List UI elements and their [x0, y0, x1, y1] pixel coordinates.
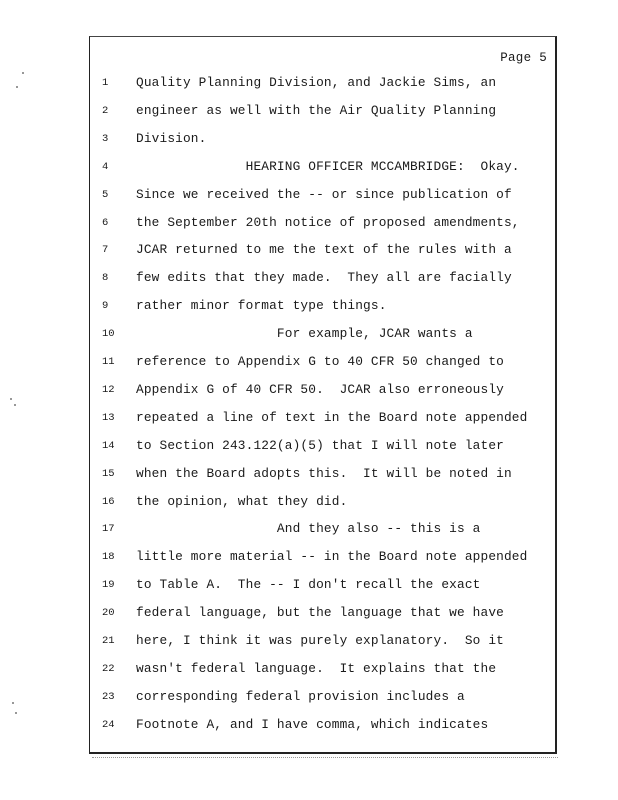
line-number: 21 — [102, 635, 115, 647]
line-number: 17 — [102, 523, 115, 536]
line-text: the September 20th notice of proposed amendments, — [136, 214, 520, 230]
page-footer-rule — [92, 757, 558, 762]
line-text: For example, JCAR wants a — [136, 326, 473, 342]
line-text: to Section 243.122(a)(5) that I will note later — [136, 437, 504, 453]
scan-speck — [10, 398, 12, 400]
line-text: to Table A. The -- I don't recall the exact — [136, 577, 481, 593]
line-number: 7 — [102, 244, 109, 257]
line-number: 13 — [102, 411, 115, 424]
line-number: 9 — [102, 300, 109, 313]
line-text: when the Board adopts this. It will be noted in — [136, 465, 512, 481]
transcript-line — [90, 547, 558, 567]
line-number: 16 — [102, 495, 115, 508]
line-text: HEARING OFFICER MCCAMBRIDGE: Okay. — [136, 158, 520, 174]
line-number: 18 — [102, 551, 115, 564]
line-text: Quality Planning Division, and Jackie Sims, an — [136, 75, 497, 90]
transcript-line — [90, 436, 558, 456]
transcript-line — [90, 324, 558, 344]
line-text: the opinion, what they did. — [136, 493, 348, 509]
line-number: 6 — [102, 216, 109, 229]
line-number: 24 — [102, 718, 115, 731]
transcript-line — [90, 603, 558, 623]
line-text: JCAR returned to me the text of the rules with a — [136, 242, 512, 258]
transcript-line — [90, 380, 558, 400]
line-number: 19 — [102, 579, 115, 592]
line-text: And they also -- this is a — [136, 521, 481, 537]
scan-speck — [15, 712, 17, 714]
transcript-line — [90, 631, 558, 651]
line-number: 20 — [102, 607, 115, 620]
line-number: 5 — [102, 188, 109, 201]
line-text: corresponding federal provision includes a — [136, 688, 465, 704]
line-number: 10 — [102, 328, 115, 341]
line-text: wasn't federal language. It explains that the — [136, 660, 497, 676]
line-number: 3 — [102, 132, 109, 145]
line-text: few edits that they made. They all are facially — [136, 270, 512, 286]
line-number: 4 — [102, 160, 109, 173]
transcript-line — [90, 464, 558, 484]
transcript-line — [90, 519, 558, 539]
page-number: Page 5 — [500, 51, 547, 65]
line-number: 15 — [102, 467, 115, 480]
line-number: 8 — [102, 272, 109, 285]
transcript-line — [90, 575, 558, 595]
transcript-line — [90, 129, 558, 149]
transcript-line — [90, 157, 558, 177]
transcript-line — [90, 715, 558, 735]
scan-speck — [22, 72, 24, 74]
line-text: little more material -- in the Board note appended — [136, 549, 528, 565]
line-text: federal language, but the language that we have — [136, 605, 504, 621]
transcript-line — [90, 659, 558, 679]
line-number: 1 — [102, 77, 109, 89]
transcript-line — [90, 73, 558, 93]
line-text: Footnote A, and I have comma, which indicates — [136, 716, 489, 732]
transcript-line — [90, 213, 558, 233]
line-text: Division. — [136, 130, 207, 146]
transcript-line — [90, 492, 558, 512]
transcript-line — [90, 185, 558, 205]
line-text: here, I think it was purely explanatory. So it — [136, 633, 504, 648]
line-number: 14 — [102, 439, 115, 452]
line-number: 23 — [102, 690, 115, 703]
line-text: engineer as well with the Air Quality Planning — [136, 102, 497, 118]
transcript-line — [90, 240, 558, 260]
line-number: 12 — [102, 383, 115, 396]
line-text: rather minor format type things. — [136, 298, 387, 314]
line-text: repeated a line of text in the Board note appended — [136, 409, 528, 425]
transcript-line — [90, 687, 558, 707]
scan-speck — [14, 404, 16, 406]
line-number: 22 — [102, 662, 115, 675]
transcript-line — [90, 268, 558, 288]
transcript-line — [90, 296, 558, 316]
line-number: 11 — [102, 356, 115, 368]
line-text: Since we received the -- or since publication of — [136, 186, 512, 202]
transcript-line — [90, 408, 558, 428]
transcript-line — [90, 101, 558, 121]
scan-speck — [16, 86, 18, 88]
transcript-line — [90, 352, 558, 372]
line-text: reference to Appendix G to 40 CFR 50 changed to — [136, 354, 504, 369]
transcript-page — [89, 36, 557, 754]
line-text: Appendix G of 40 CFR 50. JCAR also erroneously — [136, 381, 504, 397]
line-number: 2 — [102, 104, 109, 117]
scan-speck — [12, 702, 14, 704]
